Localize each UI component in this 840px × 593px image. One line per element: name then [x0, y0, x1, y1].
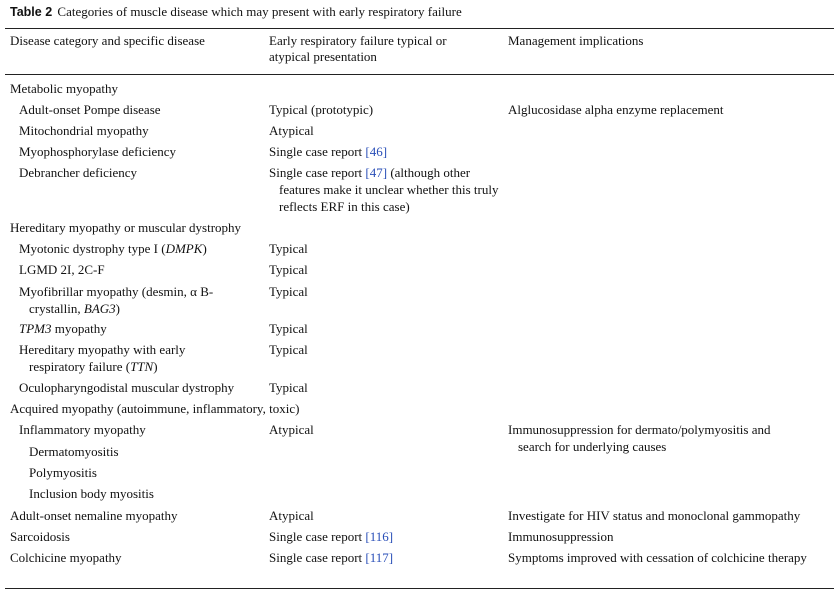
presentation: Atypical: [269, 508, 314, 523]
disease-name: [19, 240, 279, 257]
citation-link[interactable]: [117]: [365, 550, 394, 565]
presentation: [269, 528, 501, 545]
table-label: Table 2: [10, 5, 53, 19]
disease-name: [19, 283, 244, 317]
citation-link[interactable]: [47]: [365, 165, 388, 180]
presentation: Typical: [269, 380, 308, 395]
category-heading: Hereditary myopathy or muscular dystrophy: [10, 220, 242, 235]
disease-name: [19, 320, 279, 337]
disease-name-text: Myotonic dystrophy type I (: [19, 241, 166, 256]
disease-name-text: myopathy: [51, 321, 107, 336]
top-rule: [5, 28, 834, 29]
presentation: [269, 143, 501, 160]
presentation-text: Single case report: [269, 550, 366, 565]
presentation: Typical: [269, 262, 308, 277]
disease-name: Colchicine myopathy: [10, 550, 122, 565]
disease-name: LGMD 2I, 2C-F: [19, 262, 105, 277]
gene-name: DMPK: [165, 241, 203, 256]
presentation: Typical: [269, 321, 308, 336]
presentation: [269, 164, 501, 215]
disease-name: Debrancher deficiency: [19, 165, 138, 180]
disease-name: [19, 341, 229, 375]
bottom-rule: [5, 588, 834, 589]
table-caption: [10, 4, 462, 20]
citation-link[interactable]: [116]: [365, 529, 394, 544]
disease-subtype: Inclusion body myositis: [29, 486, 154, 501]
presentation-note: (although other features make it unclear whether this truly reflects ERF in this case): [279, 165, 499, 214]
management: Alglucosidase alpha enzyme replacement: [508, 102, 724, 117]
category-heading: Metabolic myopathy: [10, 81, 118, 96]
gene-name: BAG3: [83, 301, 116, 316]
header-rule: [5, 74, 834, 75]
presentation-text: Single case report: [269, 529, 366, 544]
disease-name: Mitochondrial myopathy: [19, 123, 149, 138]
disease-name-text: ): [153, 359, 158, 374]
disease-subtype: Dermatomyositis: [29, 444, 119, 459]
gene-name: TPM3: [19, 321, 52, 336]
disease-name: Adult-onset nemaline myopathy: [10, 508, 178, 523]
header-disease-category: Disease category and specific disease: [10, 33, 205, 48]
gene-name: TTN: [130, 359, 154, 374]
presentation-text: Single case report: [269, 144, 366, 159]
presentation: Typical (prototypic): [269, 102, 374, 117]
category-heading: Acquired myopathy (autoimmune, inflammatory, toxic): [10, 401, 300, 416]
citation-link[interactable]: [46]: [365, 144, 388, 159]
disease-name: Adult-onset Pompe disease: [19, 102, 161, 117]
presentation: Typical: [269, 284, 308, 299]
presentation: Typical: [269, 342, 308, 357]
disease-name: Sarcoidosis: [10, 529, 70, 544]
disease-name-text: Hereditary myopathy with early respiratory failure (: [19, 342, 186, 374]
management-text: Symptoms improved with cessation of colchicine therapy: [508, 550, 807, 565]
disease-name: Myophosphorylase deficiency: [19, 144, 177, 159]
disease-name-text: ): [115, 301, 121, 316]
presentation: Atypical: [269, 123, 314, 138]
table-title: Categories of muscle disease which may present with early respiratory failure: [57, 4, 462, 19]
management: [508, 549, 808, 566]
presentation-text: Single case report: [269, 165, 366, 180]
management-text: Immunosuppression for dermato/polymyositis and search for underlying causes: [508, 422, 771, 454]
disease-name: Inflammatory myopathy: [19, 422, 146, 437]
header-management: Management implications: [508, 33, 644, 48]
management: [508, 421, 798, 455]
presentation: Atypical: [269, 422, 314, 437]
header-presentation: Early respiratory failure typical or atypical presentation: [269, 33, 447, 64]
disease-name-text: ): [202, 241, 207, 256]
management: Investigate for HIV status and monoclonal gammopathy: [508, 508, 801, 523]
disease-name-text: Myofibrillar myopathy (desmin, α B-crystallin,: [19, 284, 214, 316]
disease-subtype: Polymyositis: [29, 465, 97, 480]
presentation: Typical: [269, 241, 308, 256]
disease-name: Oculopharyngodistal muscular dystrophy: [19, 380, 235, 395]
management: Immunosuppression: [508, 529, 614, 544]
presentation: [269, 549, 501, 566]
